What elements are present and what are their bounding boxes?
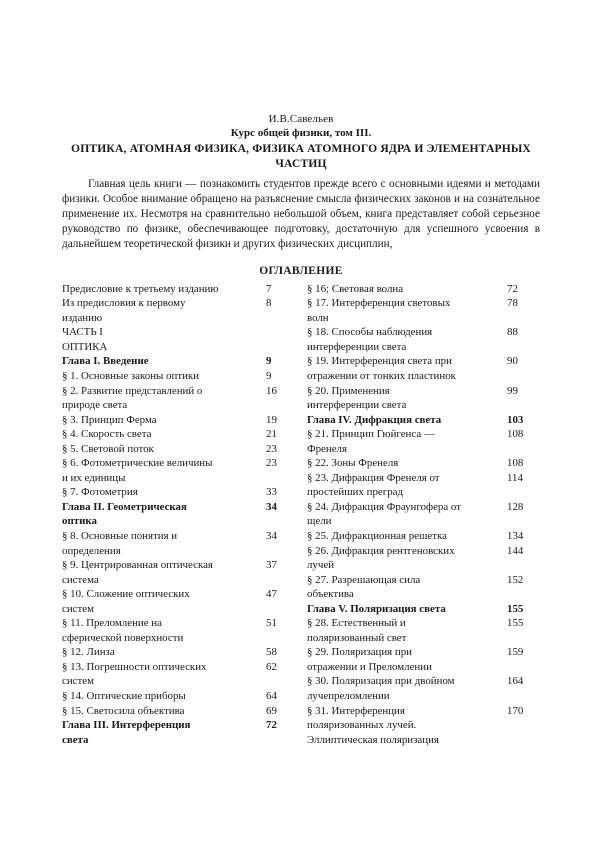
toc-entry-label: § 6. Фотометрические величины — [62, 457, 213, 470]
toc-entry[interactable] — [307, 354, 540, 369]
page-content — [62, 112, 540, 747]
toc-entry[interactable] — [307, 660, 540, 675]
toc-entry[interactable] — [62, 311, 301, 326]
toc-entry[interactable] — [307, 500, 540, 515]
toc-entry[interactable] — [307, 631, 540, 646]
toc-entry-label: простейших преград — [307, 486, 404, 499]
toc-entry-page-number: 64 — [266, 690, 277, 703]
toc-entry[interactable] — [62, 660, 301, 675]
toc-entry[interactable] — [62, 544, 301, 559]
toc-entry-page-number: 37 — [266, 559, 277, 572]
toc-entry-label: § 5. Световой поток — [62, 442, 154, 455]
toc-entry[interactable] — [62, 587, 301, 602]
toc-entry-label: § 3. Принцип Ферма — [62, 413, 157, 426]
toc-entry[interactable] — [62, 514, 301, 529]
toc-entry-page-number: 34 — [266, 530, 277, 542]
book-title: Курс общей физики, том III. — [230, 127, 372, 139]
toc-entry-page-number: 72 — [266, 719, 277, 732]
toc-entry-page-number: 16 — [266, 384, 277, 397]
toc-entry-label: и их единицы — [62, 471, 126, 484]
toc-entry-label: отражении от тонких пластинок — [307, 369, 456, 382]
toc-entry-page-number: 51 — [266, 617, 277, 630]
toc-entry-label: Из предисловия к первому — [62, 297, 186, 310]
toc-entry-label: Глава IV. Дифракция света — [307, 413, 442, 426]
toc-entry-label: Глава V. Поляризация света — [307, 602, 446, 615]
toc-entry-page-number: 72 — [507, 282, 518, 295]
toc-entry-label: § 14. Оптические приборы — [62, 690, 186, 703]
toc-entry[interactable] — [62, 296, 301, 311]
toc-entry[interactable] — [62, 558, 301, 573]
toc-entry-page-number: 19 — [266, 413, 277, 426]
toc-entry[interactable] — [307, 485, 540, 500]
toc-entry-label: § 7. Фотометрия — [62, 486, 138, 499]
toc-entry-label: интерференции света — [307, 399, 407, 412]
toc-entry-label: § 26. Дифракция рентгеновских — [307, 544, 455, 557]
toc-entry-page-number: 47 — [266, 588, 277, 601]
toc-entry-label: § 11. Преломление на — [62, 617, 162, 630]
toc-entry-page-number: 8 — [266, 297, 272, 310]
toc-entry[interactable] — [307, 529, 540, 544]
toc-entry-page-number: 155 — [507, 602, 524, 615]
toc-entry-page-number: 114 — [507, 471, 523, 484]
toc-entry-label: поляризованный свет — [307, 631, 407, 644]
toc-entry[interactable] — [307, 282, 540, 297]
toc-entry[interactable] — [62, 674, 301, 689]
toc-entry-label: ЧАСТЬ I — [62, 326, 103, 339]
toc-entry-page-number: 9 — [266, 369, 272, 382]
toc-entry-label: Глава II. Геометрическая — [62, 500, 187, 513]
toc-entry-label: ОПТИКА — [62, 340, 108, 353]
toc-entry-label: определения — [62, 544, 121, 557]
toc-entry-label: § 18. Способы наблюдения — [307, 326, 433, 339]
toc-entry-page-number: 88 — [507, 326, 518, 339]
toc-entry-label: поляризованных лучей. — [307, 719, 417, 732]
toc-entry-label: § 23. Дифракция Френеля от — [307, 471, 440, 484]
toc-entry-label: § 13. Погрешности оптических — [62, 660, 207, 673]
toc-entry-label: § 10. Сложение оптических — [62, 588, 190, 601]
toc-entry[interactable] — [307, 413, 540, 428]
toc-entry[interactable] — [307, 296, 540, 311]
toc-entry-label: § 4. Скорость света — [62, 428, 152, 441]
table-of-contents — [62, 282, 540, 748]
toc-entry-page-number: 7 — [266, 282, 272, 295]
toc-entry-page-number: 23 — [266, 457, 277, 470]
toc-entry[interactable] — [62, 602, 301, 617]
toc-heading: ОГЛАВЛЕНИЕ — [259, 264, 343, 277]
toc-entry-label: систем — [62, 675, 94, 688]
toc-entry-page-number: 33 — [266, 486, 277, 499]
toc-entry-page-number: 99 — [507, 384, 518, 397]
toc-entry[interactable] — [62, 573, 301, 588]
toc-entry[interactable] — [62, 442, 301, 457]
toc-entry-page-number: 159 — [507, 646, 524, 659]
toc-entry-label: § 2. Развитие представлений о — [62, 384, 203, 397]
toc-entry[interactable] — [307, 602, 540, 617]
toc-entry-page-number: 108 — [507, 457, 524, 470]
toc-entry[interactable] — [62, 689, 301, 704]
toc-entry[interactable] — [307, 733, 540, 748]
toc-entry[interactable] — [62, 413, 301, 428]
toc-entry-label: § 1. Основные законы оптики — [62, 369, 200, 382]
toc-entry-label: Эллиптическая поляризация — [307, 733, 439, 746]
toc-entry-label: § 17. Интерференция световых — [307, 297, 451, 310]
toc-entry-page-number: 170 — [507, 704, 524, 717]
toc-entry-page-number: 62 — [266, 660, 277, 673]
toc-entry[interactable] — [62, 529, 301, 544]
toc-entry-label: § 9. Центрированная оптическая — [62, 559, 213, 572]
toc-entry[interactable] — [62, 485, 301, 500]
toc-entry[interactable] — [62, 456, 301, 471]
toc-entry[interactable] — [307, 558, 540, 573]
toc-entry-label: изданию — [62, 311, 103, 324]
toc-entry[interactable] — [307, 573, 540, 588]
toc-entry[interactable] — [62, 340, 301, 355]
toc-entry[interactable] — [62, 398, 301, 413]
toc-entry-label: § 20. Применения — [307, 384, 390, 397]
toc-entry-label: § 28. Естественный и — [307, 617, 406, 630]
toc-entry[interactable] — [307, 384, 540, 399]
toc-entry[interactable] — [307, 398, 540, 413]
toc-entry-label: природе света — [62, 399, 128, 412]
toc-entry[interactable] — [307, 456, 540, 471]
toc-entry[interactable] — [307, 471, 540, 486]
toc-entry-label: § 21. Принцип Гюйгенса — — [307, 428, 435, 441]
toc-entry-label: отражении и Преломлении — [307, 660, 432, 673]
toc-entry-page-number: 103 — [507, 413, 524, 426]
toc-entry-label: § 25. Дифракционная решетка — [307, 530, 447, 542]
toc-entry[interactable] — [62, 718, 301, 733]
toc-entry[interactable] — [62, 616, 301, 631]
toc-entry-label: лучепреломлении — [307, 690, 390, 703]
toc-entry[interactable] — [307, 325, 540, 340]
toc-entry[interactable] — [307, 311, 540, 326]
toc-entry-page-number: 23 — [266, 442, 277, 455]
toc-entry[interactable] — [62, 384, 301, 399]
toc-column-left — [62, 282, 301, 748]
toc-entry-label: § 29. Поляризация при — [307, 646, 413, 659]
toc-entry[interactable] — [62, 500, 301, 515]
toc-entry-label: волн — [307, 311, 329, 324]
toc-entry-label: § 19. Интерференция света при — [307, 355, 452, 368]
toc-entry[interactable] — [307, 689, 540, 704]
toc-entry[interactable] — [62, 325, 301, 340]
toc-entry-label: § 8. Основные понятия и — [62, 530, 178, 542]
toc-entry[interactable] — [307, 544, 540, 559]
toc-entry[interactable] — [307, 369, 540, 384]
abstract-paragraph: Главная цель книги — познакомить студентов прежде всего с основными идеями и методами физики. Особое внимание обращено на разъяснение смысла физических законов и на сознательное применение их. Несмотря на сравнительно небольшой объем, книга представляет собой серьезное руководство по физике, обеспечивающее подготовку, достаточную для успешного усвоения в дальнейшем теоретической физики и других физических дисциплин, — [62, 177, 540, 251]
toc-entry-page-number: 9 — [266, 355, 272, 368]
toc-entry-page-number: 58 — [266, 646, 277, 659]
toc-entry-page-number: 155 — [507, 617, 524, 630]
toc-entry[interactable] — [62, 733, 301, 748]
toc-entry[interactable] — [62, 427, 301, 442]
toc-entry[interactable] — [307, 442, 540, 457]
main-title: ОПТИКА, АТОМНАЯ ФИЗИКА, ФИЗИКА АТОМНОГО ЯДРА И ЭЛЕМЕНТАРНЫХ ЧАСТИЦ — [71, 141, 531, 170]
toc-entry-label: § 27. Разрешающая сила — [307, 573, 421, 586]
toc-entry-label: оптика — [62, 515, 97, 528]
toc-entry-label: система — [62, 573, 99, 586]
toc-entry-page-number: 152 — [507, 573, 524, 586]
toc-entry[interactable] — [62, 369, 301, 384]
toc-entry-label: интерференции света — [307, 340, 407, 353]
toc-entry-page-number: 134 — [507, 530, 524, 542]
toc-entry-label: объектива — [307, 588, 354, 601]
toc-entry-page-number: 21 — [266, 428, 277, 441]
toc-entry-label: § 12. Линза — [62, 646, 115, 659]
toc-entry-page-number: 78 — [507, 297, 518, 310]
toc-entry-label: Глава III. Интерференция — [62, 719, 191, 732]
toc-entry-label: систем — [62, 602, 94, 615]
toc-entry[interactable] — [307, 514, 540, 529]
toc-entry[interactable] — [307, 704, 540, 719]
toc-column-right — [301, 282, 540, 748]
toc-entry[interactable] — [307, 645, 540, 660]
toc-entry[interactable] — [62, 471, 301, 486]
toc-entry-label: света — [62, 733, 89, 746]
toc-entry[interactable] — [307, 587, 540, 602]
toc-entry-page-number: 69 — [266, 704, 277, 717]
toc-entry-label: § 22. Зоны Френеля — [307, 457, 399, 470]
toc-entry-label: Предисловие к третьему изданию — [62, 282, 219, 295]
toc-entry-page-number: 164 — [507, 675, 524, 688]
toc-entry[interactable] — [62, 354, 301, 369]
toc-entry[interactable] — [62, 704, 301, 719]
toc-entry-label: § 24. Дифракция Фраунгофера от — [307, 500, 461, 513]
toc-entry-page-number: 108 — [507, 428, 524, 441]
toc-entry[interactable] — [307, 427, 540, 442]
toc-entry-label: § 16; Световая волна — [307, 282, 404, 295]
toc-entry-page-number: 144 — [507, 544, 524, 557]
toc-entry[interactable] — [307, 340, 540, 355]
toc-entry-label: § 31. Интерференция — [307, 704, 405, 717]
toc-entry-label: § 30. Поляризация при двойном — [307, 675, 455, 688]
toc-entry-label: Глава I. Введение — [62, 355, 149, 368]
toc-entry[interactable] — [62, 631, 301, 646]
toc-entry-label: лучей — [307, 559, 335, 572]
author-name: И.В.Савельев — [268, 113, 334, 125]
toc-entry-page-number: 128 — [507, 500, 524, 513]
toc-entry-label: щели — [307, 515, 332, 528]
toc-entry-label: сферической поверхности — [62, 631, 184, 644]
toc-entry[interactable] — [307, 718, 540, 733]
toc-entry-page-number: 34 — [266, 500, 277, 513]
toc-entry[interactable] — [62, 282, 301, 297]
toc-entry-page-number: 90 — [507, 355, 518, 368]
toc-entry[interactable] — [307, 674, 540, 689]
toc-entry[interactable] — [307, 616, 540, 631]
toc-entry-label: Френеля — [307, 442, 347, 455]
toc-entry-label: § 15. Светосила объектива — [62, 704, 185, 717]
toc-entry[interactable] — [62, 645, 301, 660]
